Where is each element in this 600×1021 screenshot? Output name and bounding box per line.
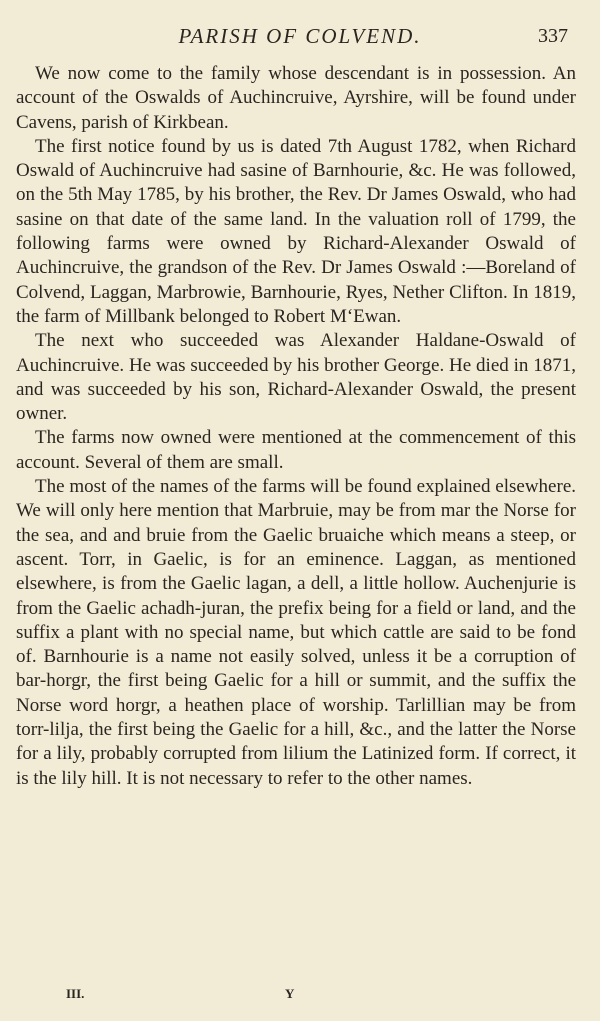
paragraph-first-notice: The first notice found by us is dated 7th August 1782, when Richard Oswald of Auchincruive had sasine of Barnhourie, &c. He was followed, on the 5th May 1785, by his brother, the Rev. Dr James Oswald, who had sasine on that date of the same land. In the valuation roll of 1799, the following farms were owned by Richard-Alexander Oswald of Auchincruive, the grandson of the Rev. Dr James Oswald :—Boreland of Colvend, Laggan, Marbrowie, Barnhourie, Ryes, Nether Clifton. In 1819, the farm of Millbank belonged to Robert M‘Ewan. (16, 135, 576, 327)
signature-mark: Y (285, 986, 295, 1001)
volume-mark: III. (66, 986, 85, 1001)
paragraph-farm-names: The most of the names of the farms will be found explained elsewhere. We will only here mention that Marbruie, may be from mar the Norse for the sea, and and bruie from the Gaelic bruaiche which means a steep, or ascent. Torr, in Gaelic, is for an eminence. Laggan, as mentioned elsewhere, is from the Gaelic lagan, a dell, a little hollow. Auchenjurie is from the Gaelic achadh-juran, the prefix being for a field or land, and the suffix a plant with no special name, but which cattle are said to be fond of. Barnhourie is a name not easily solved, unless it be a corruption of bar-horgr, the first being Gaelic for a hill or summit, and the suffix the Norse word horgr, a heathen place of worship. Tarlillian may be from torr-lilja, the first being the Gaelic for a hill, &c., and the latter the Norse for a lily, probably corrupted from lilium the Latinized form. If correct, it is the lily hill. It is not necessary to refer to the other names. (16, 476, 576, 789)
paragraph-succession: The next who succeeded was Alexander Haldane-Oswald of Auchincruive. He was succeeded by his brother George. He died in 1871, and was succeeded by his son, Richard-Alexander Oswald, the present owner. (16, 330, 576, 425)
running-title: PARISH OF COLVEND. (178, 24, 422, 48)
paragraph-farms-owned: The farms now owned were mentioned at the commencement of this account. Several of them are small. (16, 427, 576, 473)
body-text (16, 62, 576, 791)
paragraph-oswald-family: We now come to the family whose descendant is in possession. An account of the Oswalds of Auchincruive, Ayrshire, will be found under Cavens, parish of Kirkbean. (16, 63, 576, 133)
page-number: 337 (538, 25, 568, 47)
